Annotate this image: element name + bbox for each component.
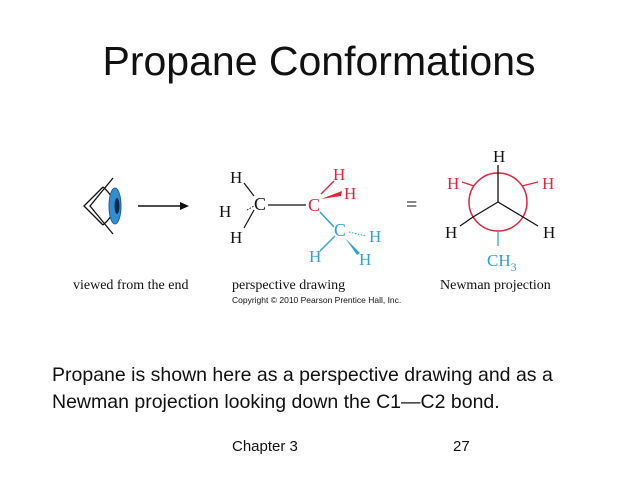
atom-h: H bbox=[309, 247, 322, 266]
atom-h: H bbox=[542, 174, 555, 193]
atom-c2: C bbox=[308, 195, 321, 215]
atom-h: H bbox=[230, 228, 243, 247]
atom-h: H bbox=[359, 250, 372, 269]
atom-h: H bbox=[230, 168, 243, 187]
caption-viewed-from-end: viewed from the end bbox=[73, 278, 189, 293]
ch3-subscript: 3 bbox=[510, 260, 517, 274]
atom-h: H bbox=[445, 223, 458, 242]
caption-perspective-drawing: perspective drawing bbox=[232, 278, 346, 293]
eye-icon bbox=[84, 178, 121, 234]
atom-h: H bbox=[543, 223, 556, 242]
footer-page-number: 27 bbox=[453, 438, 470, 455]
atom-c1: C bbox=[254, 194, 267, 214]
slide-body-text: Propane is shown here as a perspective drawing and as a Newman projection looking down the C1—C2 bond. bbox=[52, 364, 553, 413]
atom-h: H bbox=[369, 227, 382, 246]
atom-h: H bbox=[493, 147, 506, 166]
view-arrow-icon bbox=[138, 202, 189, 210]
atom-h: H bbox=[447, 174, 460, 193]
atom-ch3 bbox=[487, 251, 517, 274]
copyright-notice: Copyright © 2010 Pearson Prentice Hall, Inc. bbox=[232, 295, 402, 305]
ch3-base: CH bbox=[487, 251, 511, 270]
atom-h: H bbox=[219, 202, 232, 221]
slide-title: Propane Conformations bbox=[102, 38, 536, 84]
equals-sign: = bbox=[406, 194, 418, 216]
newman-projection bbox=[445, 147, 555, 274]
atom-h: H bbox=[344, 184, 357, 203]
footer-chapter: Chapter 3 bbox=[232, 438, 298, 455]
perspective-drawing bbox=[219, 165, 381, 269]
caption-newman-projection: Newman projection bbox=[440, 278, 551, 293]
atom-h: H bbox=[333, 165, 346, 184]
atom-c3: C bbox=[334, 220, 347, 240]
